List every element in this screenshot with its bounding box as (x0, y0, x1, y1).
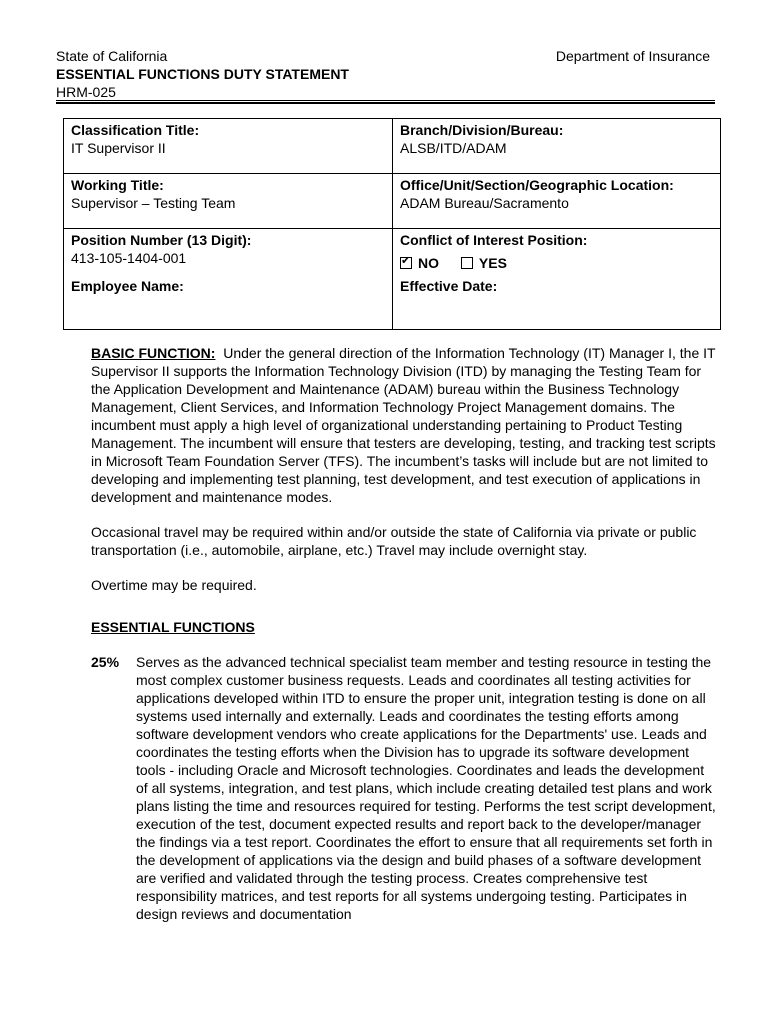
office-label: Office/Unit/Section/Geographic Location: (400, 177, 674, 193)
effective-date-label: Effective Date: (400, 278, 498, 294)
travel-paragraph: Occasional travel may be required within and/or outside the state of California via private or public transportation (i.e., automobile, airplane, etc.) Travel may include overnight stay. (91, 524, 697, 558)
conflict-no-label: NO (418, 255, 439, 271)
conflict-options (400, 255, 713, 271)
essential-function-item (91, 653, 716, 923)
header-left (56, 47, 349, 101)
duty-statement-body (91, 344, 716, 923)
conflict-cell (393, 229, 721, 276)
checked-box-icon[interactable] (400, 257, 412, 269)
conflict-no-option[interactable] (400, 255, 439, 271)
working-title-label: Working Title: (71, 177, 164, 193)
form-number: HRM-025 (56, 84, 116, 100)
working-title-cell (64, 174, 393, 229)
position-info-table (63, 118, 721, 330)
classification-title-cell (64, 119, 393, 174)
essential-functions-heading: ESSENTIAL FUNCTIONS (91, 619, 255, 635)
conflict-label: Conflict of Interest Position: (400, 232, 588, 248)
overtime-paragraph: Overtime may be required. (91, 577, 257, 593)
branch-cell (393, 119, 721, 174)
employee-name-cell (64, 275, 393, 330)
conflict-yes-label: YES (478, 255, 507, 271)
state-name: State of California (56, 48, 168, 64)
branch-label: Branch/Division/Bureau: (400, 122, 564, 138)
working-title-value: Supervisor – Testing Team (71, 195, 236, 211)
empty-checkbox-icon[interactable] (461, 257, 473, 269)
employee-name-label: Employee Name: (71, 278, 184, 294)
basic-function-paragraph (91, 344, 716, 506)
classification-title-value: IT Supervisor II (71, 140, 166, 156)
function-percent: 25% (91, 654, 120, 670)
basic-function-text: Under the general direction of the Information Technology (IT) Manager I, the IT Supervisor II supports the Information Technology Division (ITD) by managing the Testing Team for the Application Development and Maintenance (ADAM) bureau within the Business Technology Management, Client Services, and Information Technology Project Management domains. The incumbent must apply a high level of organizational understanding pertaining to Product Testing Management. The incumbent will ensure that testers are developing, testing, and tracking test scripts in Microsoft Team Foundation Server (TFS). The incumbent’s tasks will include but are not limited to developing and implementing test planning, test development, and test execution of applications in development and maintenance modes. (91, 345, 716, 505)
effective-date-cell (393, 275, 721, 330)
department-name: Department of Insurance (555, 48, 710, 64)
basic-function-heading: BASIC FUNCTION: (91, 345, 216, 361)
office-value: ADAM Bureau/Sacramento (400, 195, 569, 211)
position-number-value: 413-105-1404-001 (71, 250, 187, 266)
conflict-yes-option[interactable] (461, 255, 507, 271)
function-text: Serves as the advanced technical specialist team member and testing resource in testing the most complex customer business requests. Leads and coordinates all testing activities for applications developed within ITD to ensure the proper unit, integration testing is done on all systems used internally and externally. Leads and coordinates the testing efforts among software development vendors who create applications for the Departments' use. Leads and coordinates the testing efforts when the Division has to upgrade its software development tools - including Oracle and Microsoft technologies. Coordinates and leads the development of all systems, integration, and test plans, which include creating detailed test plans and work plans listing the time and resources required for testing. Performs the test script development, execution of the test, document expected results and report back to the developer/manager the findings via a test report. Coordinates the effort to ensure that all requirements set forth in the development of applications via the design and build phases of a software development are verified and validated through the testing process. Creates comprehensive test responsibility matrices, and test reports for all systems undergoing testing. Participates in design reviews and documentation (136, 654, 716, 922)
office-cell (393, 174, 721, 229)
position-number-cell (64, 229, 393, 276)
branch-value: ALSB/ITD/ADAM (400, 140, 507, 156)
header-divider (56, 100, 715, 104)
position-number-label: Position Number (13 Digit): (71, 232, 252, 248)
document-title: ESSENTIAL FUNCTIONS DUTY STATEMENT (56, 66, 349, 82)
classification-title-label: Classification Title: (71, 122, 200, 138)
